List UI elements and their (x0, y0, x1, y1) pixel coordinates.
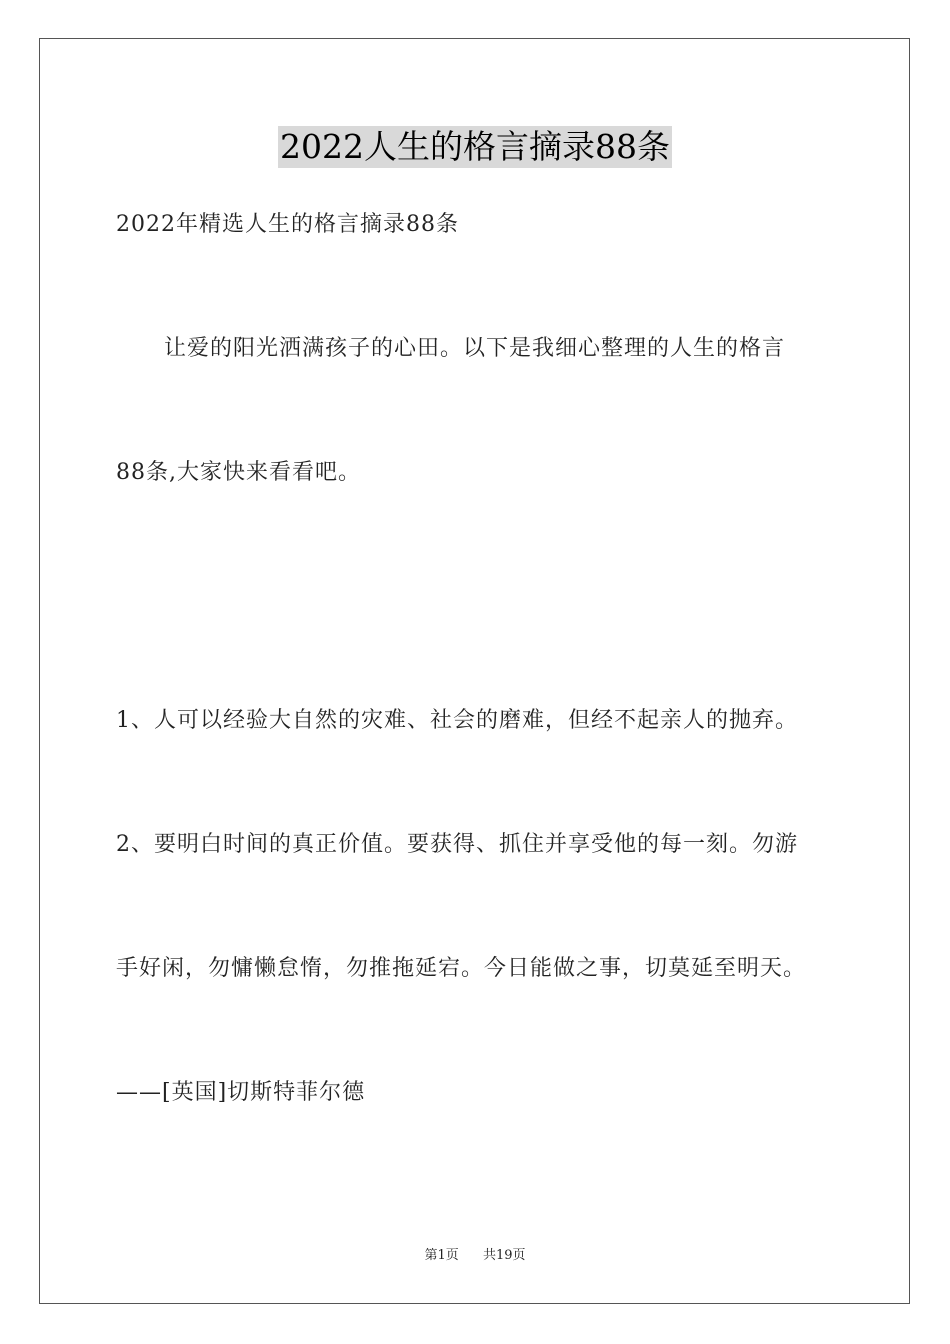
quote-item-1: 1、人可以经验大自然的灾难、社会的磨难，但经不起亲人的抛弃。 (116, 708, 798, 733)
document-subtitle: 2022年精选人生的格言摘录88条 (116, 212, 459, 237)
quote-item-2-line-2: 手好闲，勿慵懒怠惰，勿推拖延宕。今日能做之事，切莫延至明天。 (116, 956, 807, 981)
intro-paragraph-line-2: 88条,大家快来看看吧。 (116, 460, 361, 485)
title-container (0, 126, 950, 168)
page-footer (0, 1247, 950, 1265)
intro-paragraph-line-1: 让爱的阳光洒满孩子的心田。以下是我细心整理的人生的格言 (164, 336, 786, 361)
document-title: 2022人生的格言摘录88条 (280, 127, 670, 166)
quote-attribution: ——[英国]切斯特菲尔德 (116, 1080, 366, 1105)
page-number-total: 共19页 (483, 1248, 526, 1263)
quote-item-2-line-1: 2、要明白时间的真正价值。要获得、抓住并享受他的每一刻。勿游 (116, 832, 798, 857)
page-number-current: 第1页 (424, 1248, 459, 1263)
